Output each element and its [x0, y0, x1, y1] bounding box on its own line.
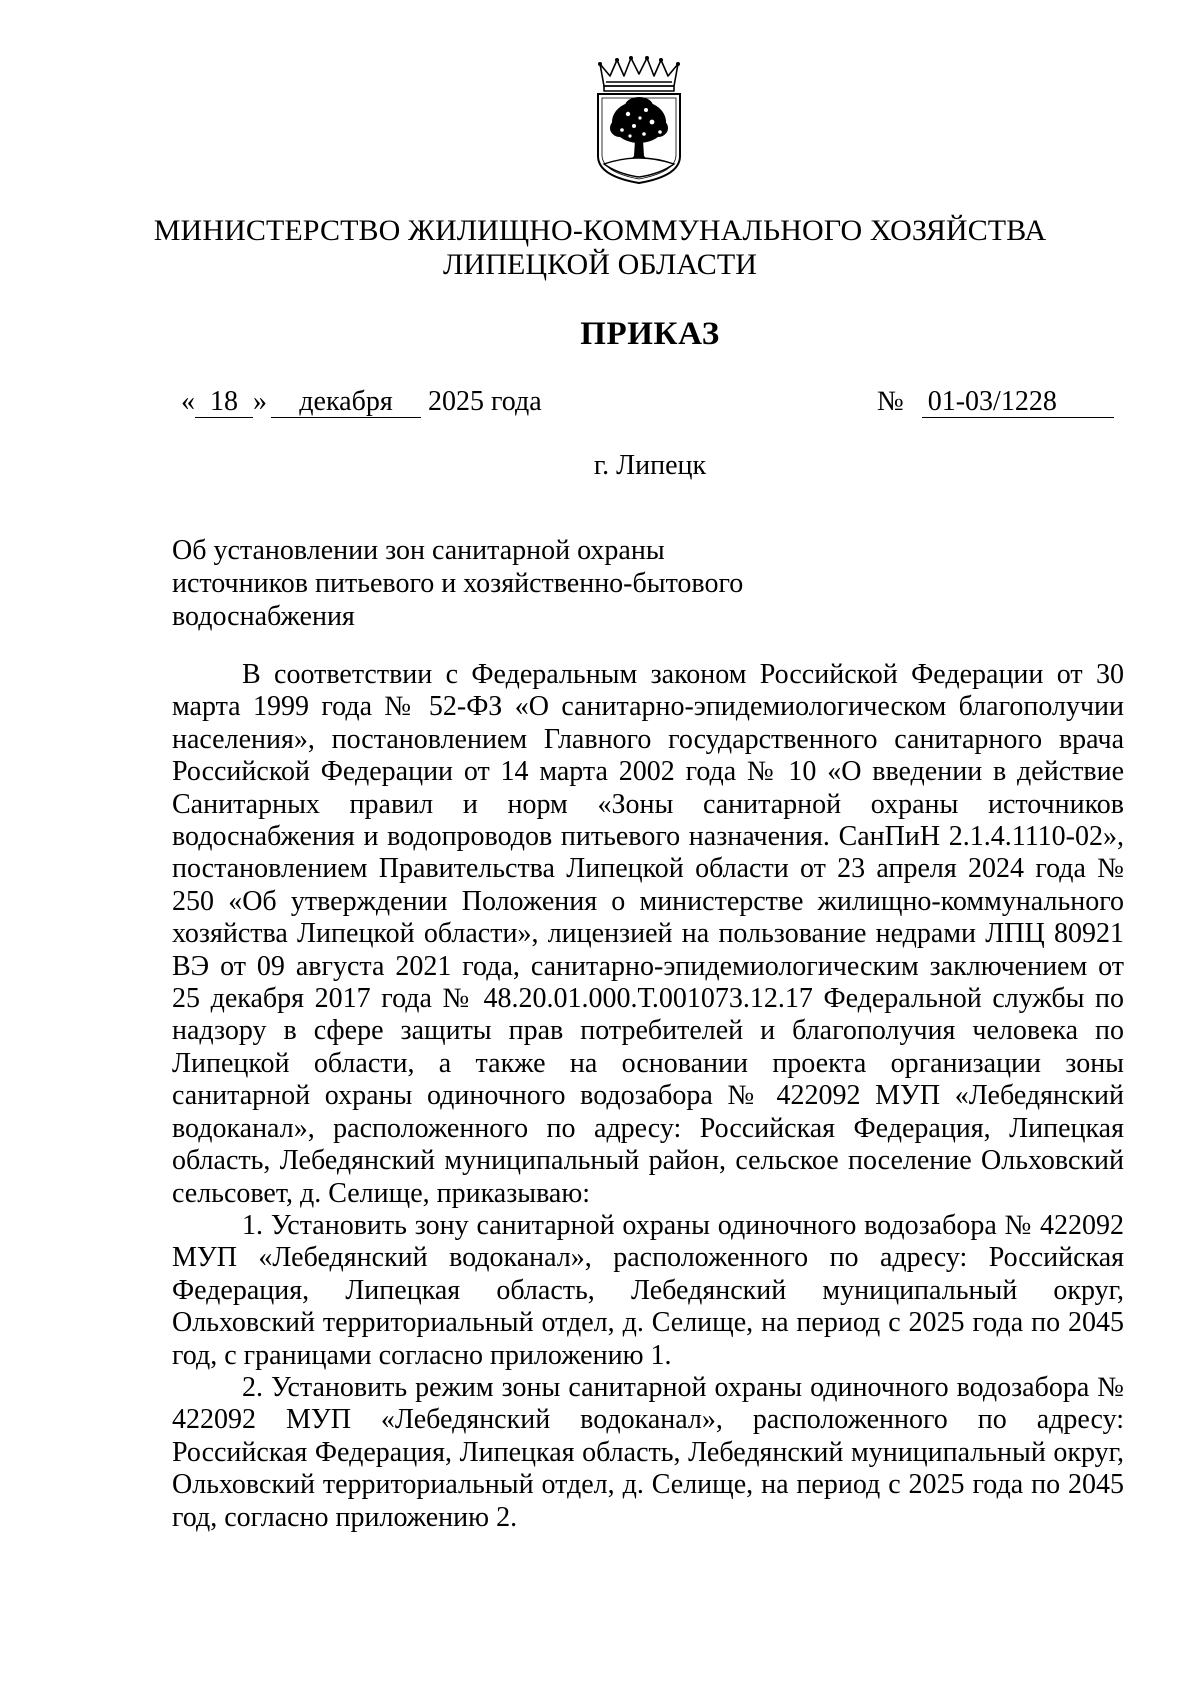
issue-city: г. Липецк: [593, 450, 707, 481]
preamble-paragraph: В соответствии с Федеральным законом Российской Федерации от 30 марта 1999 года № 52-ФЗ «О санитарно-эпидемиологическом благополучии населения», постановлением Главного государственного санитарного врача Российской Федерации от 14 марта 2002 года № 10 «О введении в действие Санитарных правил и норм «Зоны санитарной охраны источников водоснабжения и водопроводов питьевого назначения. СанПиН 2.1.4.1110-02», постановлением Правительства Липецкой области от 23 апреля 2024 года № 250 «Об утверждении Положения о министерстве жилищно-коммунального хозяйства Липецкой области», лицензией на пользование недрами ЛПЦ 80921 ВЭ от 09 августа 2021 года, санитарно-эпидемиологическим заключением от 25 декабря 2017 года № 48.20.01.000.Т.001073.12.17 Федеральной службы по надзору в сфере защиты прав потребителей и благополучия человека по Липецкой области, а также на основании проекта организации зоны санитарной охраны одиночного водозабора № 422092 МУП «Лебедянский водоканал», расположенного по адресу: Российская Федерация, Липецкая область, Лебедянский муниципальный район, сельское поселение Ольховский сельсовет, д. Селище, приказываю:: [172, 659, 1124, 1209]
order-item-1: 1. Установить зону санитарной охраны одиночного водозабора № 422092 МУП «Лебедянский водоканал», расположенного по адресу: Российская Федерация, Липецкая область, Лебедянский муниципальный округ, Ольховский территориальный отдел, д. Селище, на период с 2025 года по 2045 год, с границами согласно приложению 1.: [172, 1209, 1124, 1371]
order-body: [172, 659, 1124, 1534]
order-subject: [172, 534, 792, 633]
subject-line1: Об установлении зон санитарной охраны: [172, 535, 665, 566]
ministry-name: [150, 214, 1050, 282]
date-quote-open: «: [181, 386, 195, 417]
date-quote-close: »: [253, 386, 267, 417]
order-item-2: 2. Установить режим зоны санитарной охраны одиночного водозабора № 422092 МУП «Лебедянский водоканал», расположенного по адресу: Российская Федерация, Липецкая область, Лебедянский муниципальный округ, Ольховский территориальный отдел, д. Селище, на период с 2025 года по 2045 год, согласно приложению 2.: [172, 1371, 1124, 1533]
ministry-name-line1: МИНИСТЕРСТВО ЖИЛИЩНО-КОММУНАЛЬНОГО ХОЗЯЙСТВА: [153, 214, 1047, 247]
subject-line3: водоснабжения: [172, 601, 355, 632]
order-number: [877, 386, 1114, 418]
number-sign: №: [877, 386, 904, 417]
order-date: [181, 386, 542, 418]
number-value: 01-03/1228: [922, 388, 1114, 418]
date-month: декабря: [271, 388, 421, 418]
document-type-title: ПРИКАЗ: [580, 316, 720, 352]
ministry-name-line2: ЛИПЕЦКОЙ ОБЛАСТИ: [442, 248, 758, 281]
date-year: 2025 года: [428, 386, 542, 417]
lipetsk-coat-of-arms-icon: [590, 56, 688, 184]
subject-line2: источников питьевого и хозяйственно-бытового: [172, 568, 744, 599]
date-day: 18: [195, 388, 253, 418]
